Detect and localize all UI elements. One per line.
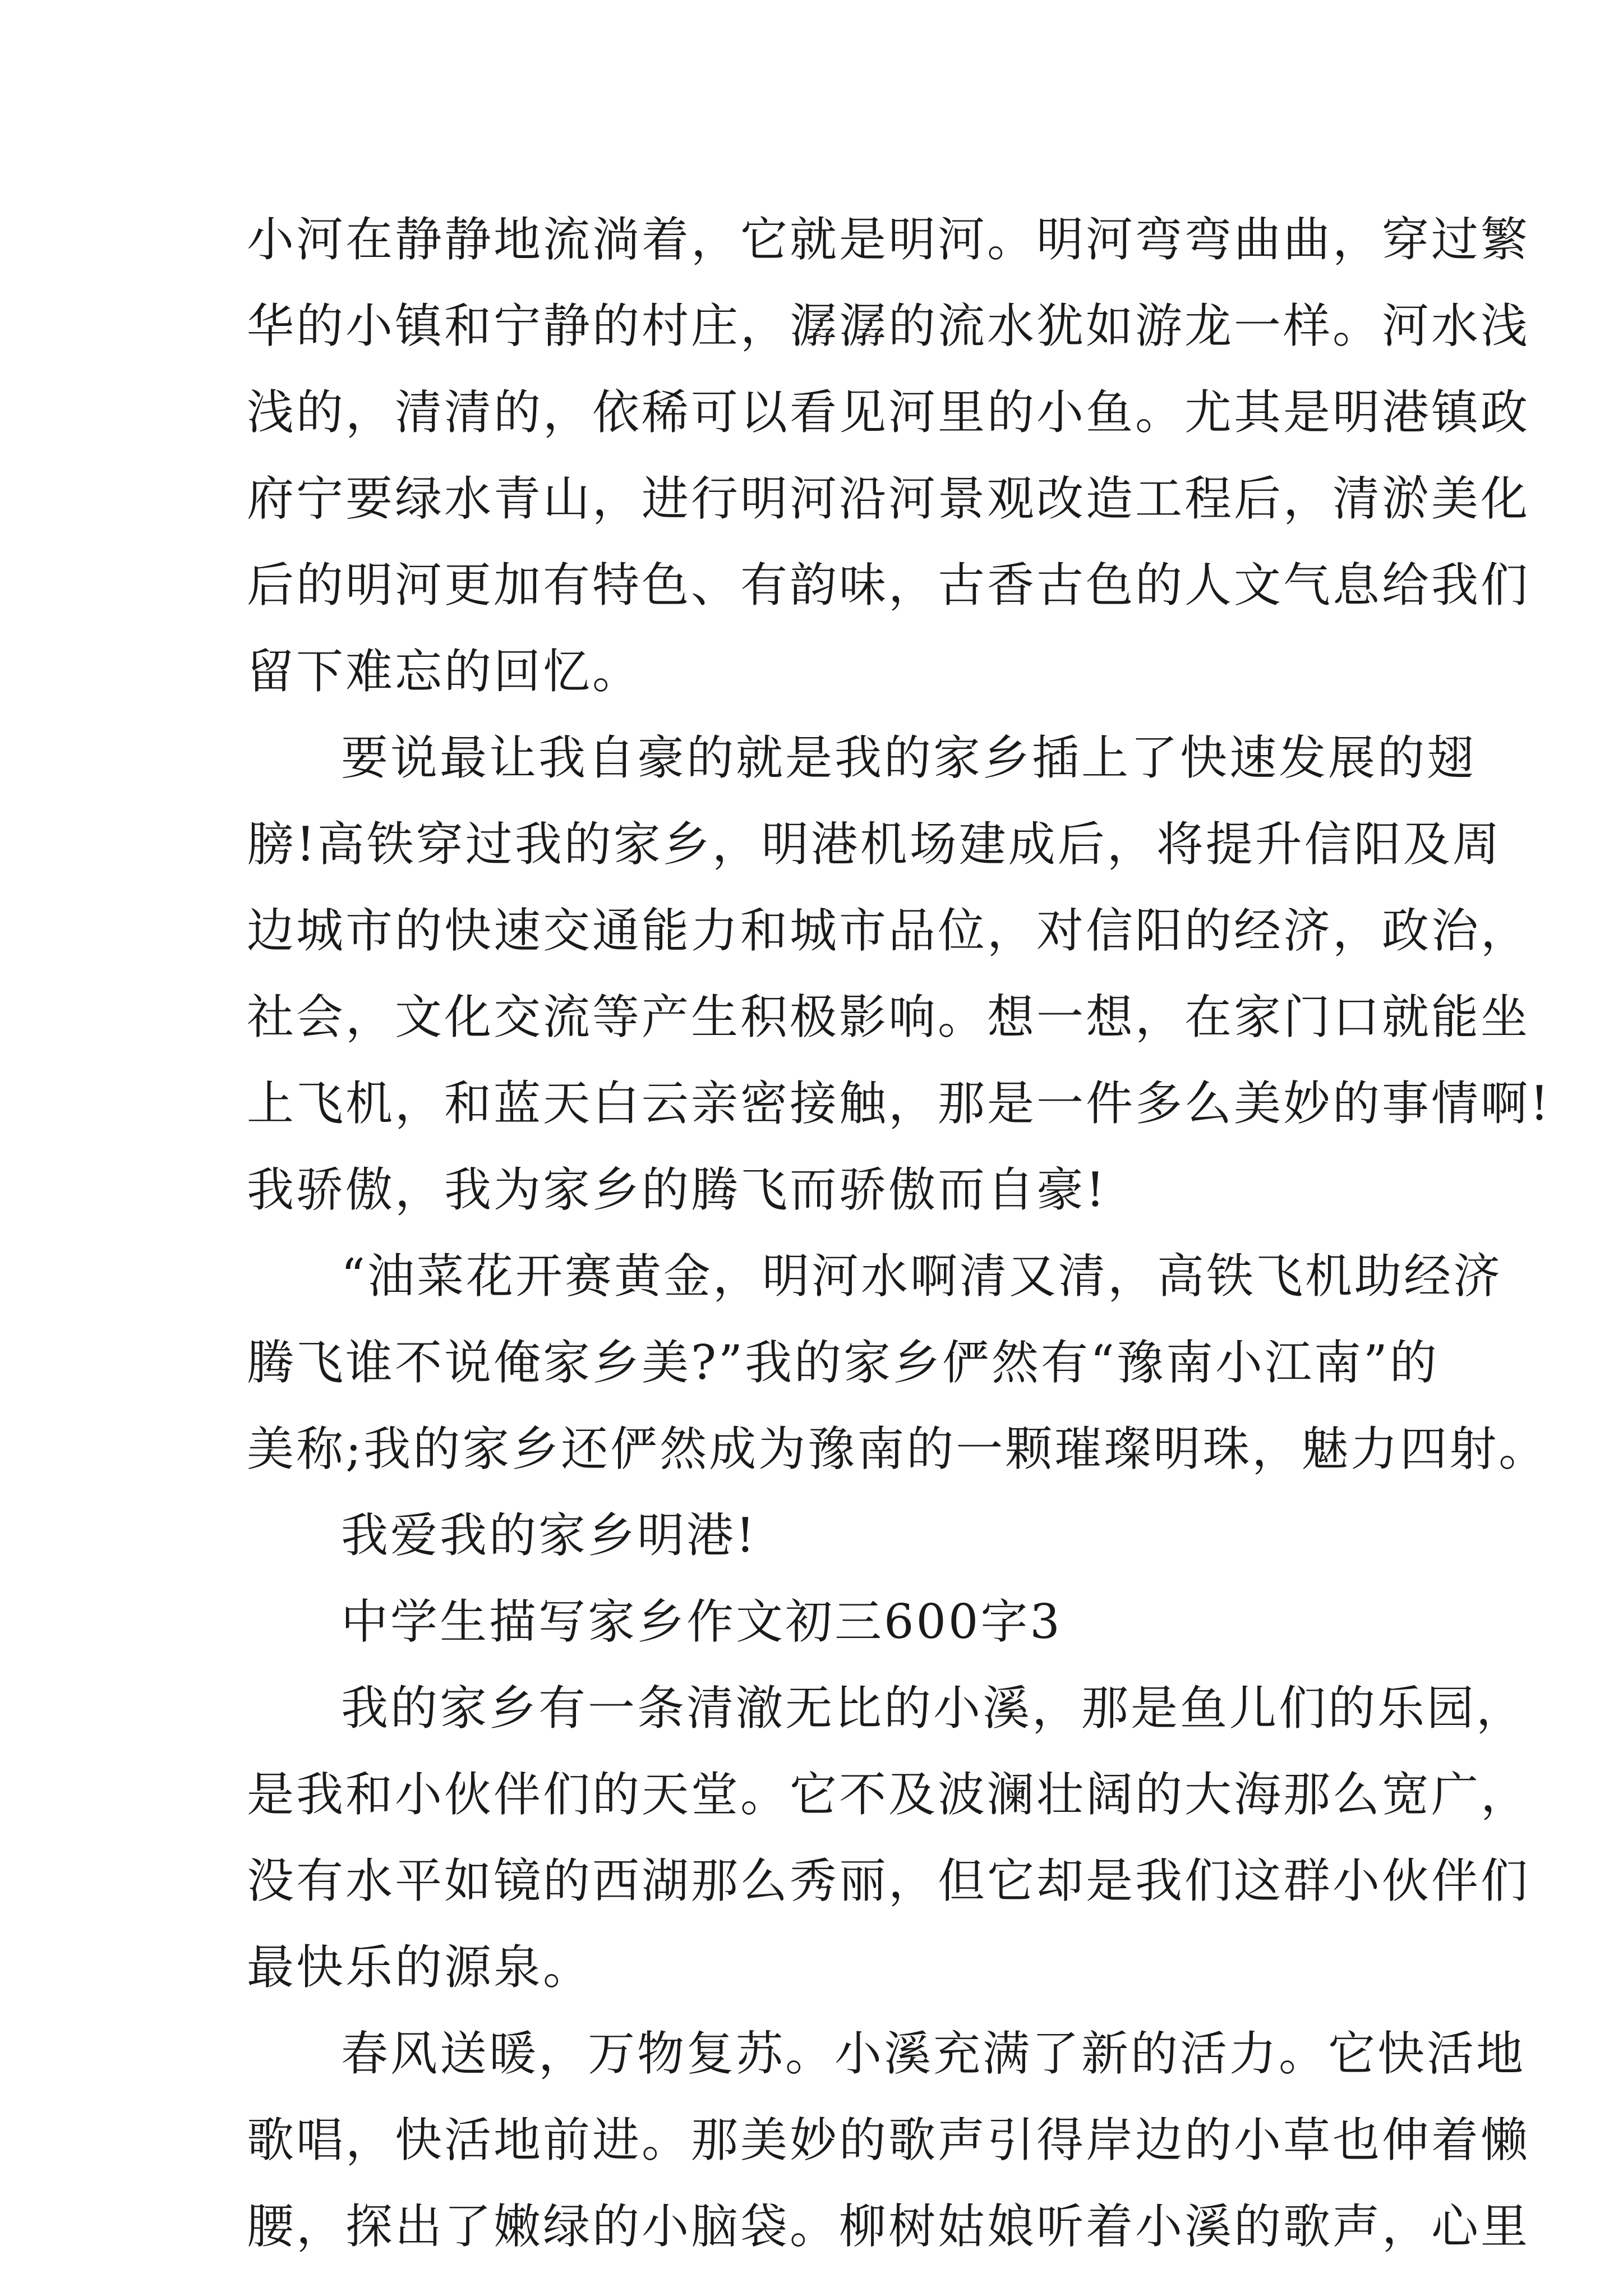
text-line: “油菜花开赛黄金，明河水啊清又清，高铁飞机助经济 bbox=[341, 1249, 1502, 1304]
text-line: 华的小镇和宁静的村庄，潺潺的流水犹如游龙一样。河水浅 bbox=[247, 298, 1530, 353]
text-line: 腰，探出了嫩绿的小脑袋。柳树姑娘听着小溪的歌声，心里 bbox=[247, 2199, 1530, 2254]
text-line: 歌唱，快活地前进。那美妙的歌声引得岸边的小草也伸着懒 bbox=[247, 2113, 1530, 2168]
text-line: 浅的，清清的，依稀可以看见河里的小鱼。尤其是明港镇政 bbox=[247, 385, 1530, 440]
text-line: 没有水平如镜的西湖那么秀丽，但它却是我们这群小伙伴们 bbox=[247, 1853, 1530, 1908]
text-line: 我骄傲，我为家乡的腾飞而骄傲而自豪! bbox=[247, 1162, 1107, 1217]
text-line: 留下难忘的回忆。 bbox=[247, 644, 642, 699]
text-line: 膀!高铁穿过我的家乡，明港机场建成后，将提升信阳及周 bbox=[247, 817, 1502, 872]
text-line: 我爱我的家乡明港! bbox=[341, 1508, 757, 1563]
body-text bbox=[247, 196, 1551, 2270]
text-line: 美称;我的家乡还俨然成为豫南的一颗璀璨明珠，魅力四射。 bbox=[247, 1421, 1548, 1476]
text-line: 后的明河更加有特色、有韵味，古香古色的人文气息给我们 bbox=[247, 558, 1530, 613]
text-line: 上飞机，和蓝天白云亲密接触，那是一件多么美妙的事情啊! bbox=[247, 1076, 1551, 1131]
text-line: 是我和小伙伴们的天堂。它不及波澜壮阔的大海那么宽广， bbox=[247, 1767, 1530, 1822]
text-line: 府宁要绿水青山，进行明河沿河景观改造工程后，清淤美化 bbox=[247, 471, 1530, 526]
text-line: 最快乐的源泉。 bbox=[247, 1940, 593, 1995]
text-line: 腾飞谁不说俺家乡美?”我的家乡俨然有“豫南小江南”的 bbox=[247, 1335, 1439, 1390]
text-line: 中学生描写家乡作文初三600字3 bbox=[341, 1594, 1062, 1649]
text-line: 小河在静静地流淌着，它就是明河。明河弯弯曲曲，穿过繁 bbox=[247, 212, 1530, 267]
text-line: 我的家乡有一条清澈无比的小溪，那是鱼儿们的乐园， bbox=[341, 1681, 1526, 1736]
text-line: 社会，文化交流等产生积极影响。想一想，在家门口就能坐 bbox=[247, 990, 1530, 1045]
text-line: 春风送暖，万物复苏。小溪充满了新的活力。它快活地 bbox=[341, 2026, 1526, 2081]
text-line: 要说最让我自豪的就是我的家乡插上了快速发展的翅 bbox=[341, 730, 1477, 785]
text-line: 边城市的快速交通能力和城市品位，对信阳的经济，政治， bbox=[247, 903, 1530, 958]
